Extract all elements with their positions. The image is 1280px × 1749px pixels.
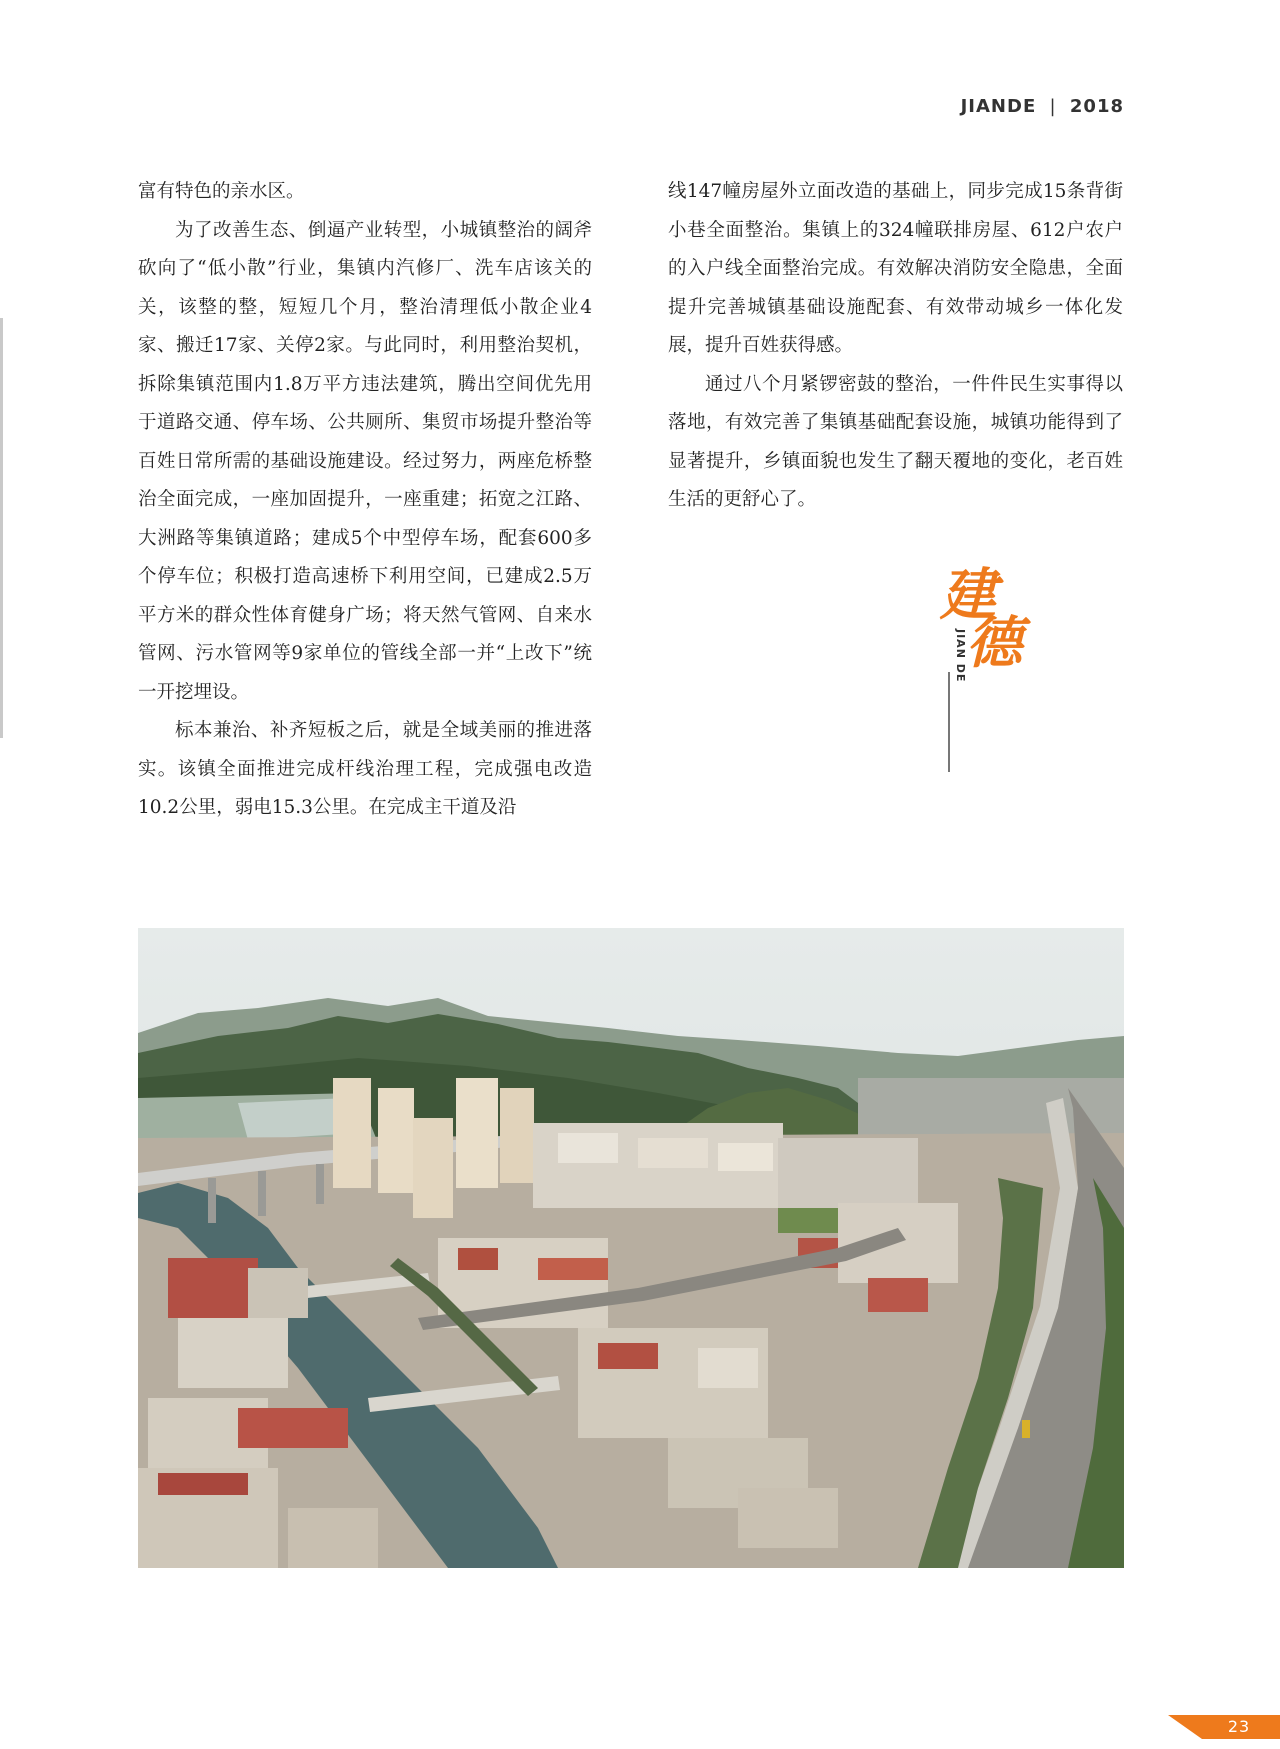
left-text-column: [138, 173, 592, 828]
aerial-town-photo: [138, 928, 1124, 1568]
jiande-logo: [940, 562, 1022, 807]
paragraph: 富有特色的亲水区。: [138, 181, 305, 202]
paragraph: 通过八个月紧锣密鼓的整治，一件件民生实事得以落地，有效完善了集镇基础配套设施，城镇功能得到了显著提升，乡镇面貌也发生了翻天覆地的变化，老百姓生活的更舒心了。: [668, 373, 1123, 510]
right-text-column: [668, 173, 1123, 520]
logo-char-jian: 建: [940, 562, 996, 628]
paragraph: 线147幢房屋外立面改造的基础上，同步完成15条背街小巷全面整治。集镇上的324幢联排房屋、612户农户的入户线全面整治完成。有效解决消防安全隐患，全面提升完善城镇基础设施配套、有效带动城乡一体化发展，提升百姓获得感。: [668, 181, 1123, 356]
page-number-tab: [1168, 1715, 1280, 1739]
page-number: 23: [1227, 1717, 1251, 1736]
header-separator: |: [1049, 96, 1057, 117]
header-magazine: JIANDE: [960, 96, 1037, 117]
logo-char-de: 德: [966, 610, 1022, 676]
paragraph: 为了改善生态、倒逼产业转型，小城镇整治的阔斧砍向了“低小散”行业，集镇内汽修厂、洗车店该关的关，该整的整，短短几个月，整治清理低小散企业4家、搬迁17家、关停2家。与此同时，利用整治契机，拆除集镇范围内1.8万平方违法建筑，腾出空间优先用于道路交通、停车场、公共厕所、集贸市场提升整治等百姓日常所需的基础设施建设。经过努力，两座危桥整治全面完成，一座加固提升，一座重建；拓宽之江路、大洲路等集镇道路；建成5个中型停车场，配套600多个停车位；积极打造高速桥下利用空间，已建成2.5万平方米的群众性体育健身广场；将天然气管网、自来水管网、污水管网等9家单位的管线全部一并“上改下”统一开挖埋设。: [138, 219, 592, 703]
aerial-town-illustration: [138, 928, 1124, 1568]
header-year: 2018: [1069, 96, 1124, 117]
logo-label: JIAN DE: [954, 629, 967, 683]
left-margin-rule: [0, 318, 3, 738]
paragraph: 标本兼治、补齐短板之后，就是全域美丽的推进落实。该镇全面推进完成杆线治理工程，完成强电改造10.2公里，弱电15.3公里。在完成主干道及沿: [138, 720, 592, 818]
logo-vertical-line: [948, 672, 950, 772]
running-header: [961, 96, 1124, 117]
